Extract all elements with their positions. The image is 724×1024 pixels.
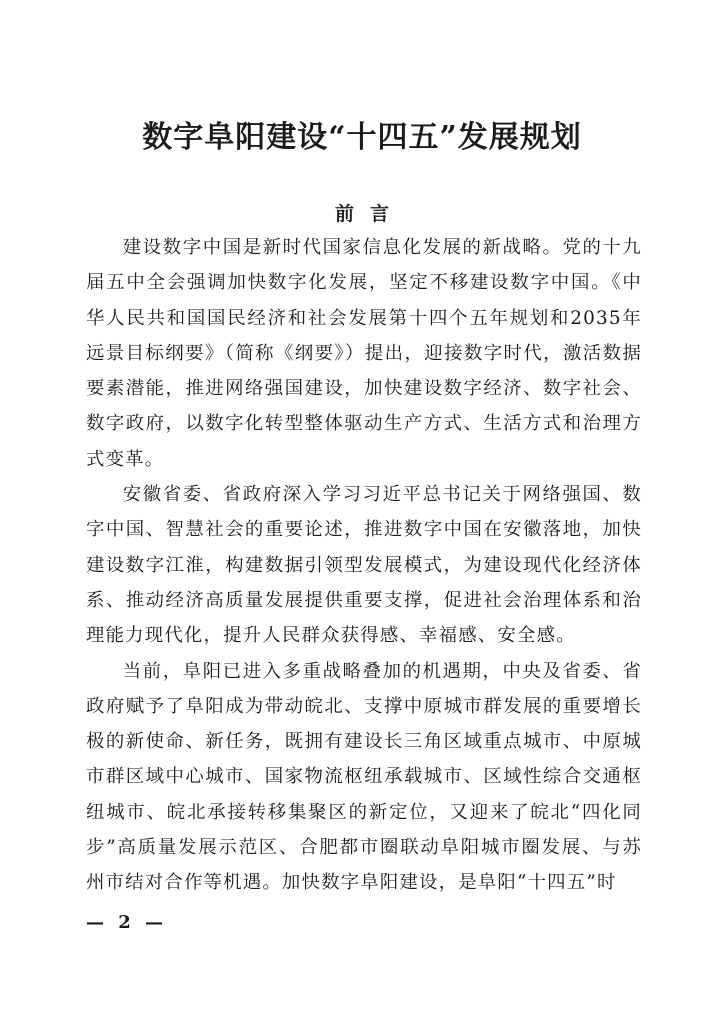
document-title: 数字阜阳建设“十四五”发展规划 [142, 120, 582, 155]
page-number: — 2 — [86, 912, 168, 933]
paragraph-2: 安徽省委、省政府深入学习习近平总书记关于网络强国、数字中国、智慧社会的重要论述，推进数字中国在安徽落地，加快建设数字江淮，构建数据引领型发展模式，为建设现代化经济体系、推动经济高质量发展提供重要支撑，促进社会治理体系和治理能力现代化，提升人民群众获得感、幸福感、安全感。 [86, 484, 642, 647]
body-text [86, 230, 642, 901]
section-heading-preface: 前言 [334, 203, 405, 225]
paragraph-3: 当前，阜阳已进入多重战略叠加的机遇期，中央及省委、省政府赋予了阜阳成为带动皖北、支撑中原城市群发展的重要增长极的新使命、新任务，既拥有建设长三角区域重点城市、中原城市群区域中心城市、国家物流枢纽承载城市、区域性综合交通枢纽城市、皖北承接转移集聚区的新定位，又迎来了皖北“四化同步”高质量发展示范区、合肥都市圈联动阜阳城市圈发展、与苏州市结对合作等机遇。加快数字阜阳建设，是阜阳“十四五”时 [86, 660, 642, 894]
paragraph-1: 建设数字中国是新时代国家信息化发展的新战略。党的十九届五中全会强调加快数字化发展，坚定不移建设数字中国。《中华人民共和国国民经济和社会发展第十四个五年规划和2035年远景目标纲要》（简称《纲要》）提出，迎接数字时代，激活数据要素潜能，推进网络强国建设，加快建设数字经济、数字社会、数字政府，以数字化转型整体驱动生产方式、生活方式和治理方式变革。 [86, 237, 642, 470]
